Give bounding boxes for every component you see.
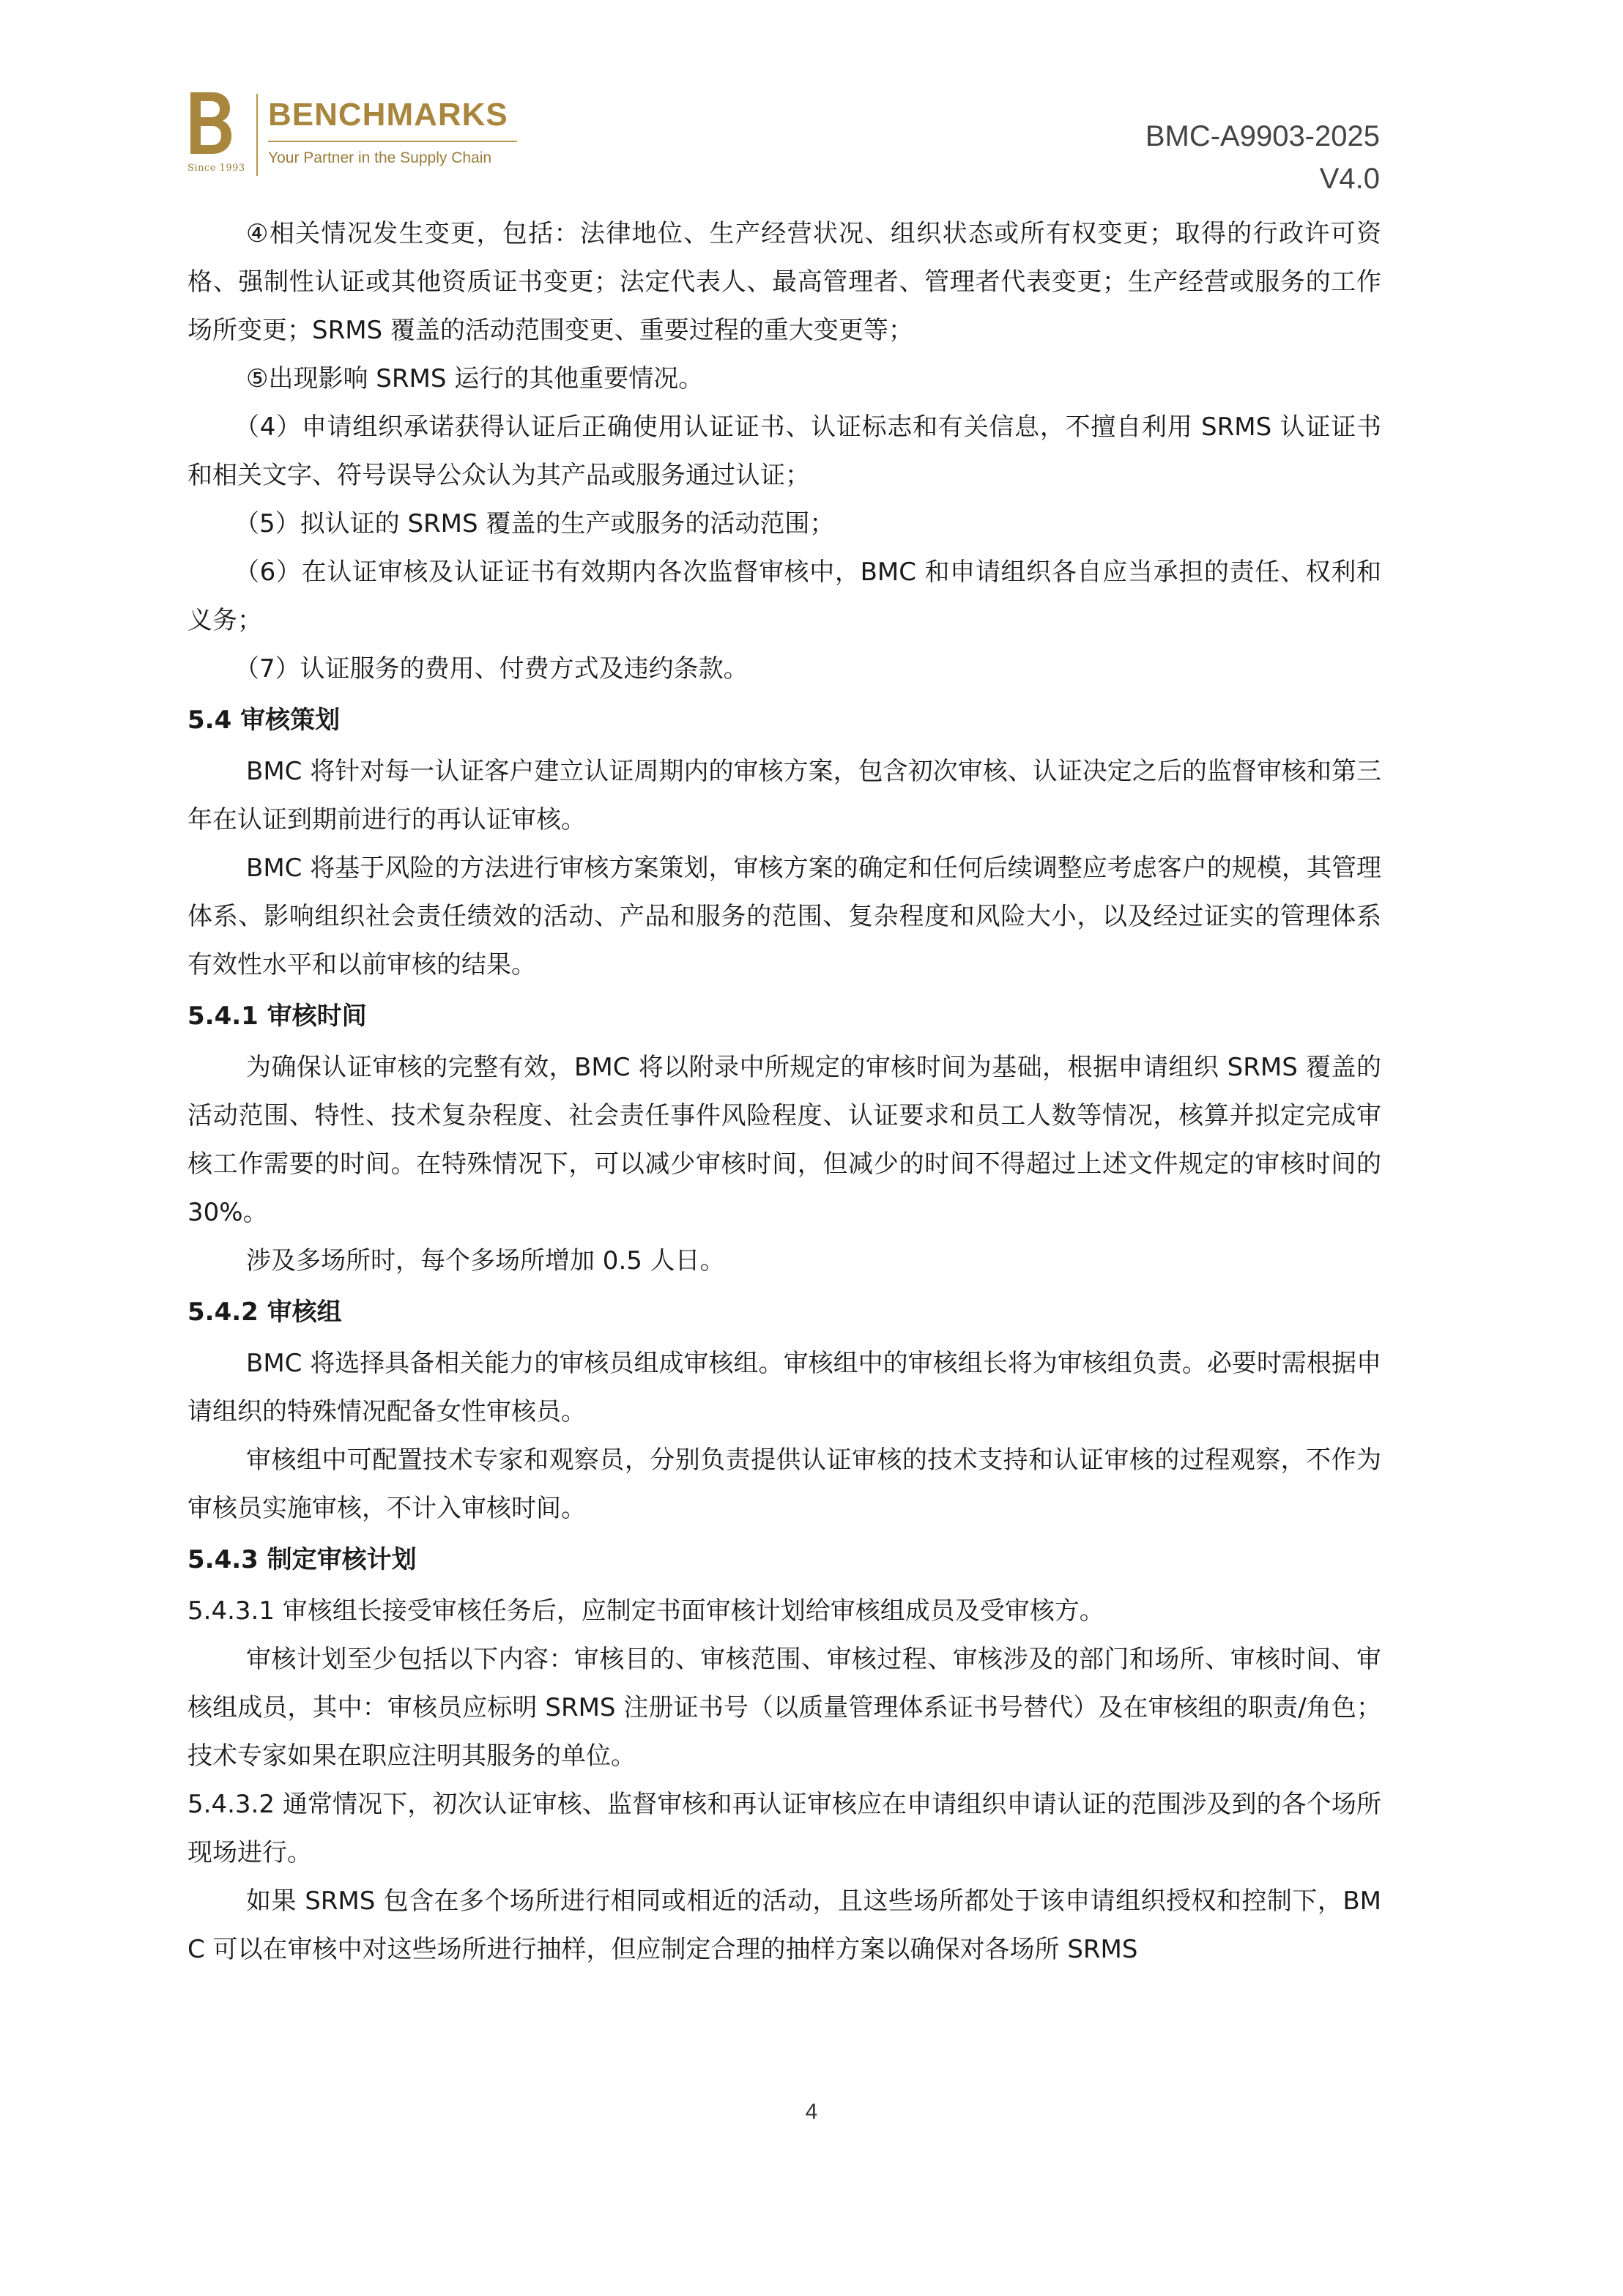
page-number: 4 — [805, 2100, 818, 2124]
logo-brand-name: BENCHMARKS — [268, 97, 508, 133]
paragraph: 审核计划至少包括以下内容：审核目的、审核范围、审核过程、审核涉及的部门和场所、审核时间、审核组成员，其中：审核员应标明 SRMS 注册证书号（以质量管理体系证书号替代）及在审核组的职责/角色；技术专家如果在职应注明其服务的单位。 — [187, 1645, 1381, 1771]
paragraph: （4）申请组织承诺获得认证后正确使用认证证书、认证标志和有关信息，不擅自利用 SRMS 认证证书和相关文字、符号误导公众认为其产品或服务通过认证； — [187, 412, 1381, 490]
paragraph: BMC 将针对每一认证客户建立认证周期内的审核方案，包含初次审核、认证决定之后的监督审核和第三年在认证到期前进行的再认证审核。 — [187, 757, 1381, 834]
paragraph: ④相关情况发生变更，包括：法律地位、生产经营状况、组织状态或所有权变更；取得的行政许可资格、强制性认证或其他资质证书变更；法定代表人、最高管理者、管理者代表变更；生产经营或服务的工作场所变更；SRMS 覆盖的活动范围变更、重要过程的重大变更等； — [187, 219, 1381, 345]
paragraph: （6）在认证审核及认证证书有效期内各次监督审核中，BMC 和申请组织各自应当承担的责任、权利和义务； — [187, 558, 1381, 635]
section-heading-5-4: 5.4 审核策划 — [187, 706, 341, 735]
document-body — [187, 210, 1381, 1974]
page-header — [0, 0, 1623, 205]
paragraph: （5）拟认证的 SRMS 覆盖的生产或服务的活动范围； — [234, 509, 835, 538]
section-heading-5-4-1: 5.4.1 审核时间 — [187, 1001, 367, 1031]
paragraph: 审核组中可配置技术专家和观察员，分别负责提供认证审核的技术支持和认证审核的过程观察，不作为审核员实施审核，不计入审核时间。 — [187, 1445, 1381, 1523]
logo-tagline: Your Partner in the Supply Chain — [268, 149, 492, 166]
paragraph: 5.4.3.1 审核组长接受审核任务后，应制定书面审核计划给审核组成员及受审核方。 — [187, 1596, 1104, 1626]
section-heading-5-4-3: 5.4.3 制定审核计划 — [187, 1545, 417, 1574]
paragraph: BMC 将选择具备相关能力的审核员组成审核组。审核组中的审核组长将为审核组负责。必要时需根据申请组织的特殊情况配备女性审核员。 — [187, 1349, 1381, 1426]
document-code: BMC-A9903-2025 — [1145, 120, 1380, 152]
section-heading-5-4-2: 5.4.2 审核组 — [187, 1297, 342, 1327]
logo-rule — [268, 141, 517, 142]
logo-divider — [256, 94, 258, 176]
logo-since-year: Since 1993 — [187, 163, 245, 174]
paragraph: 为确保认证审核的完整有效，BMC 将以附录中所规定的审核时间为基础，根据申请组织 SRMS 覆盖的活动范围、特性、技术复杂程度、社会责任事件风险程度、认证要求和员工人数等情况，核算并拟定完成审核工作需要的时间。在特殊情况下，可以减少审核时间，但减少的时间不得超过上述文件规定的审核时间的 30%。 — [187, 1053, 1381, 1227]
company-logo — [187, 89, 524, 177]
paragraph: （7）认证服务的费用、付费方式及违约条款。 — [234, 654, 749, 684]
document-version: V4.0 — [1319, 163, 1380, 195]
paragraph: ⑤出现影响 SRMS 运行的其他重要情况。 — [246, 364, 704, 393]
benchmarks-logo-icon — [187, 89, 234, 157]
paragraph: BMC 将基于风险的方法进行审核方案策划，审核方案的确定和任何后续调整应考虑客户的规模，其管理体系、影响组织社会责任绩效的活动、产品和服务的范围、复杂程度和风险大小，以及经过证实的管理体系有效性水平和以前审核的结果。 — [187, 853, 1381, 979]
paragraph: 如果 SRMS 包含在多个场所进行相同或相近的活动，且这些场所都处于该申请组织授权和控制下，BMC 可以在审核中对这些场所进行抽样，但应制定合理的抽样方案以确保对各场所 SRMS — [187, 1886, 1381, 1964]
paragraph: 5.4.3.2 通常情况下，初次认证审核、监督审核和再认证审核应在申请组织申请认证的范围涉及到的各个场所现场进行。 — [187, 1790, 1381, 1867]
paragraph: 涉及多场所时，每个多场所增加 0.5 人日。 — [246, 1246, 725, 1275]
